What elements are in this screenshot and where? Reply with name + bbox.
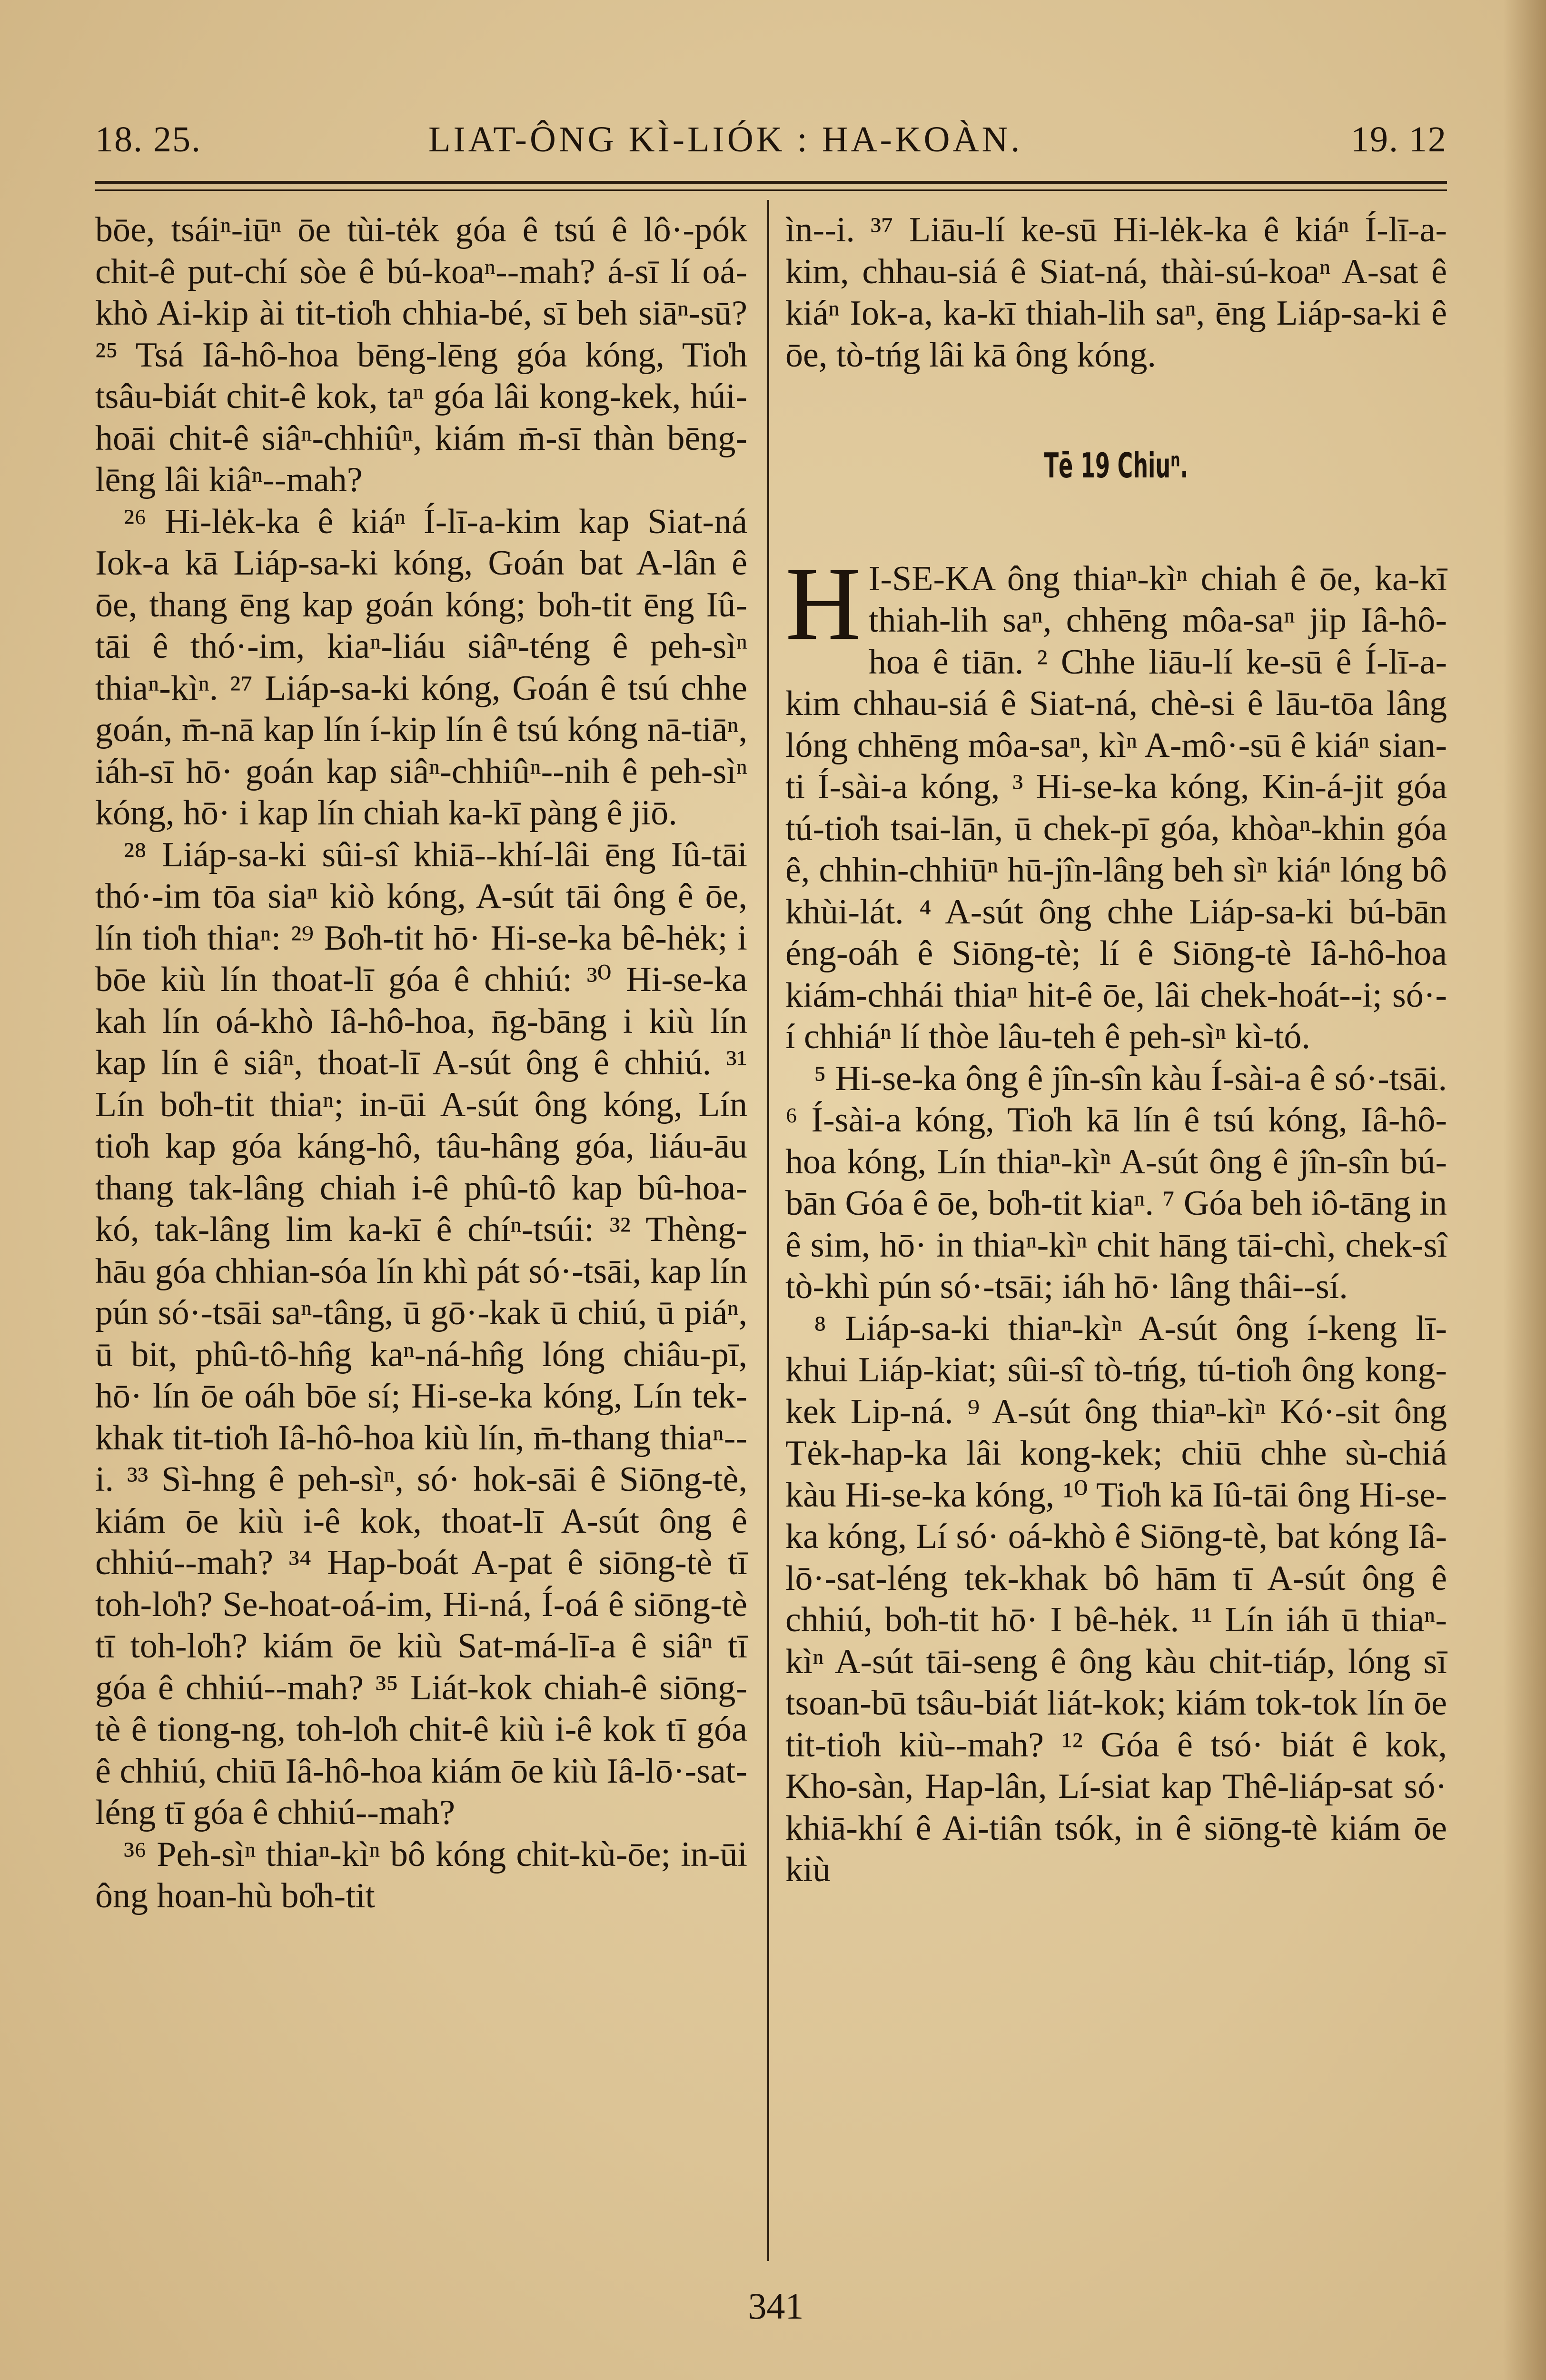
column-divider (767, 200, 769, 2261)
left-column (95, 209, 747, 1917)
header-rule-thin (95, 189, 1447, 191)
page-edge-shading (1503, 0, 1546, 2380)
chapter-first-text: I-SE-KA ông thiaⁿ-kìⁿ chiah ê ōe, ka-kī thiah-lih saⁿ, chhēng môa-saⁿ jip Iâ-hô-hoa ê tiān. ² Chhe liāu-lí ke-sū ê Í-lī-a-kim chhau-siá ê Siat-ná, chè-si ê lāu-tōa lâng lóng chhēng môa-saⁿ, kìⁿ A-mô·-sū ê kiáⁿ sian-ti Í-sài-a kóng, ³ Hi-se-ka kóng, Kin-á-jit góa tú-tio̍h tsai-lān, ū chek-pī góa, khòaⁿ-khin góa ê, chhin-chhiūⁿ hū-jîn-lâng beh sìⁿ kiáⁿ lóng bô khùi-lát. ⁴ A-sút ông chhe Liáp-sa-ki bú-bān éng-oáh ê Siōng-tè; lí ê Siōng-tè Iâ-hô-hoa kiám-chhái thiaⁿ hit-ê ōe, lâi chek-hoát--i; só·-í chhiáⁿ lí thòe lâu-teh ê peh-sìⁿ kì-tó. (785, 559, 1447, 1056)
left-paragraph-2: ²⁶ Hi-lėk-ka ê kiáⁿ Í-lī-a-kim kap Siat-ná Iok-a kā Liáp-sa-ki kóng, Goán bat A-lân ê ōe, thang ēng kap goán kóng; bo̍h-tit ēng Iû-tāi ê thó·-im, kiaⁿ-liáu siâⁿ-téng ê peh-sìⁿ thiaⁿ-kìⁿ. ²⁷ Liáp-sa-ki kóng, Goán ê tsú chhe goán, m̄-nā kap lín í-kip lín ê tsú kóng nā-tiāⁿ, iáh-sī hō· goán kap siâⁿ-chhiûⁿ--nih ê peh-sìⁿ kóng, hō· i kap lín chiah ka-kī pàng ê jiō. (95, 502, 747, 833)
header-title: LIAT-ÔNG KÌ-LIÓK : HA-KOÀN. (428, 119, 1023, 159)
drop-cap: H (785, 545, 861, 662)
chapter-heading: Tē 19 Chiuⁿ. (1044, 446, 1189, 486)
page-number: 341 (748, 2285, 804, 2327)
right-paragraph-2: ⁵ Hi-se-ka ông ê jîn-sîn kàu Í-sài-a ê só·-tsāi. ⁶ Í-sài-a kóng, Tio̍h kā lín ê tsú kóng, Iâ-hô-hoa kóng, Lín thiaⁿ-kìⁿ A-sút ông ê jîn-sîn bú-bān Góa ê ōe, bo̍h-tit kiaⁿ. ⁷ Góa beh iô-tāng in ê sim, hō· in thiaⁿ-kìⁿ chit hāng tāi-chì, chek-sî tò-khì pún só·-tsāi; iáh hō· lâng thâi--sí. (785, 1059, 1447, 1306)
left-paragraph-3: ²⁸ Liáp-sa-ki sûi-sî khiā--khí-lâi ēng Iû-tāi thó·-im tōa siaⁿ kiò kóng, A-sút tāi ông ê ōe, lín tio̍h thiaⁿ: ²⁹ Bo̍h-tit hō· Hi-se-ka bê-hėk; i bōe kiù lín thoat-lī góa ê chhiú: ³⁰ Hi-se-ka kah lín oá-khò Iâ-hô-hoa, n̄g-bāng i kiù lín kap lín ê siâⁿ, thoat-lī A-sút ông ê chhiú. ³¹ Lín bo̍h-tit thiaⁿ; in-ūi A-sút ông kóng, Lín tio̍h kap góa káng-hô, tâu-hâng góa, liáu-āu thang tak-lâng chiah i-ê phû-tô kap bû-hoa-kó, tak-lâng lim ka-kī ê chíⁿ-tsúi: ³² Thèng-hāu góa chhian-sóa lín khì pát só·-tsāi, kap lín pún só·-tsāi saⁿ-tâng, ū gō·-kak ū chiú, ū piáⁿ, ū bit, phû-tô-hn̂g kaⁿ-ná-hn̂g lóng chiâu-pī, hō· lín ōe oáh bōe sí; Hi-se-ka kóng, Lín tek-khak tit-tio̍h Iâ-hô-hoa kiù lín, m̄-thang thiaⁿ--i. ³³ Sì-hng ê peh-sìⁿ, só· hok-sāi ê Siōng-tè, kiám ōe kiù i-ê kok, thoat-lī A-sút ông ê chhiú--mah? ³⁴ Hap-boát A-pat ê siōng-tè tī toh-lo̍h? Se-hoat-oá-im, Hi-ná, Í-oá ê siōng-tè tī toh-lo̍h? kiám ōe kiù Sat-má-lī-a ê siâⁿ tī góa ê chhiú--mah? ³⁵ Liát-kok chiah-ê siōng-tè ê tiong-ng, toh-lo̍h chit-ê kiù i-ê kok tī góa ê chhiú, chiū Iâ-hô-hoa kiám ōe kiù Iâ-lō·-sat-léng tī góa ê chhiú--mah? (95, 835, 747, 1832)
header-right-reference: 19. 12 (1351, 119, 1447, 159)
running-header (95, 114, 1447, 171)
header-rule-thick (95, 181, 1447, 184)
right-column (785, 209, 1447, 1891)
right-opening-paragraph: ìn--i. ³⁷ Liāu-lí ke-sū Hi-lėk-ka ê kiáⁿ Í-lī-a-kim, chhau-siá ê Siat-ná, thài-sú-koaⁿ A-sat ê kiáⁿ Iok-a, ka-kī thiah-lih saⁿ, ēng Liáp-sa-ki ê ōe, tò-tńg lâi kā ông kóng. (785, 210, 1447, 375)
chapter-first-paragraph (785, 545, 1447, 1058)
header-left-reference: 18. 25. (95, 119, 201, 159)
left-paragraph-4: ³⁶ Peh-sìⁿ thiaⁿ-kìⁿ bô kóng chit-kù-ōe; in-ūi ông hoan-hù bo̍h-tit (95, 1835, 747, 1915)
right-paragraph-3: ⁸ Liáp-sa-ki thiaⁿ-kìⁿ A-sút ông í-keng lī-khui Liáp-kiat; sûi-sî tò-tńg, tú-tio̍h ông kong-kek Lip-ná. ⁹ A-sút ông thiaⁿ-kìⁿ Kó·-sit ông Tėk-hap-ka lâi kong-kek; chiū chhe sù-chiá kàu Hi-se-ka kóng, ¹⁰ Tio̍h kā Iû-tāi ông Hi-se-ka kóng, Lí só· oá-khò ê Siōng-tè, bat kóng Iâ-lō·-sat-léng tek-khak bô hām tī A-sút ông ê chhiú, bo̍h-tit hō· I bê-hėk. ¹¹ Lín iáh ū thiaⁿ-kìⁿ A-sút tāi-seng ê ông kàu chit-tiáp, lóng sī tsoan-bū tsâu-biát liát-kok; kiám tok-tok lín ōe tit-tio̍h kiù--mah? ¹² Góa ê tsó· biát ê kok, Kho-sàn, Hap-lân, Lí-siat kap Thê-liáp-sat só· khiā-khí ê Ai-tiân tsók, in ê siōng-tè kiám ōe kiù (785, 1309, 1447, 1889)
left-paragraph-1: bōe, tsáiⁿ-iūⁿ ōe tùi-tėk góa ê tsú ê lô·-pók chit-ê put-chí sòe ê bú-koaⁿ--mah? á-sī lí oá-khò Ai-kip ài tit-tio̍h chhia-bé, sī beh siāⁿ-sū? ²⁵ Tsá Iâ-hô-hoa bēng-lēng góa kóng, Tio̍h tsâu-biát chit-ê kok, taⁿ góa lâi kong-kek, húi-hoāi chit-ê siâⁿ-chhiûⁿ, kiám m̄-sī thàn bēng-lēng lâi kiâⁿ--mah? (95, 210, 747, 499)
